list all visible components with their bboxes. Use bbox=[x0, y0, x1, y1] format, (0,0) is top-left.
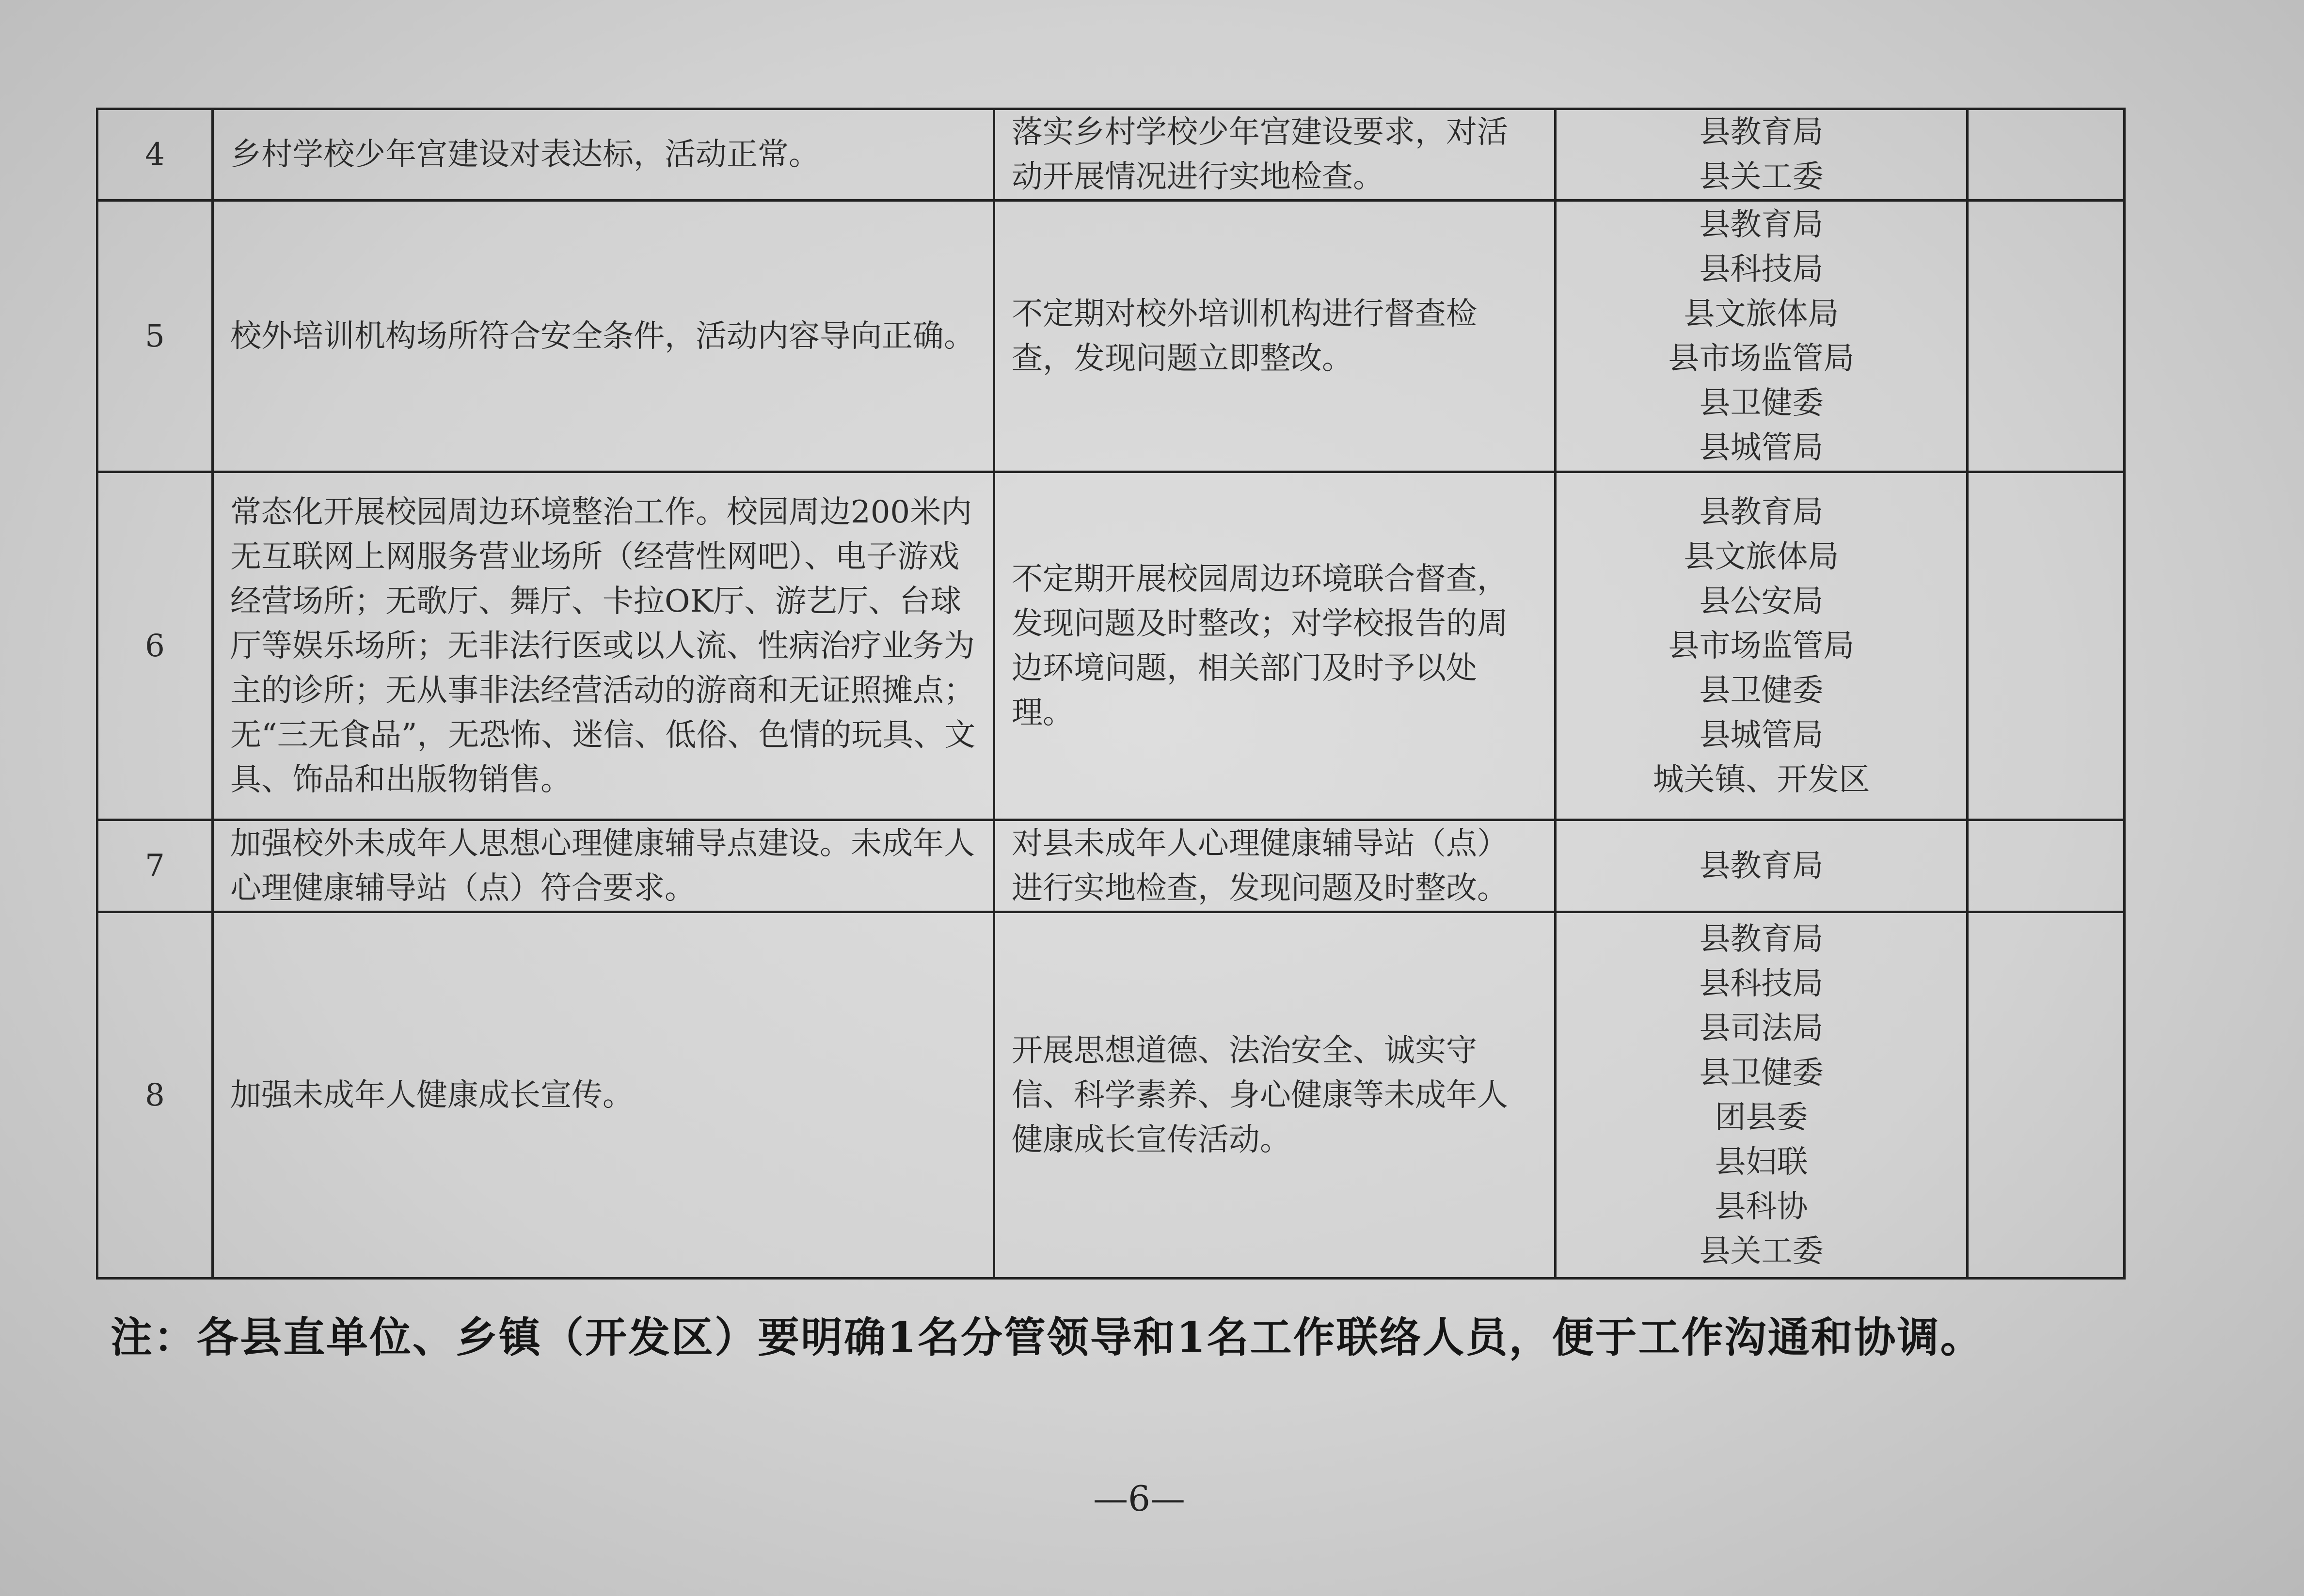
task-measure: 不定期对校外培训机构进行督查检查，发现问题立即整改。 bbox=[994, 201, 1556, 472]
table-row bbox=[97, 201, 2125, 472]
table-row bbox=[97, 109, 2125, 201]
agency: 县教育局 bbox=[1699, 494, 1824, 530]
task-measure: 开展思想道德、法治安全、诚实守信、科学素养、身心健康等未成年人健康成长宣传活动。 bbox=[994, 912, 1556, 1279]
task-item: 加强未成年人健康成长宣传。 bbox=[213, 912, 994, 1279]
agency: 县公安局 bbox=[1699, 583, 1824, 619]
agency: 县城管局 bbox=[1699, 717, 1824, 753]
agency: 县市场监管局 bbox=[1668, 340, 1855, 377]
task-table bbox=[96, 108, 2126, 1280]
row-number: 5 bbox=[97, 201, 213, 472]
task-item: 加强校外未成年人思想心理健康辅导点建设。未成年人心理健康辅导站（点）符合要求。 bbox=[213, 820, 994, 912]
row-number: 4 bbox=[97, 109, 213, 201]
task-item: 校外培训机构场所符合安全条件，活动内容导向正确。 bbox=[213, 201, 994, 472]
agency: 县文旅体局 bbox=[1684, 296, 1839, 332]
remarks-cell bbox=[1968, 912, 2125, 1279]
agency: 县司法局 bbox=[1699, 1010, 1824, 1046]
task-measure: 不定期开展校园周边环境联合督查，发现问题及时整改；对学校报告的周边环境问题，相关部门及时予以处理。 bbox=[994, 472, 1556, 820]
agency: 县教育局 bbox=[1699, 848, 1824, 884]
table-row bbox=[97, 912, 2125, 1279]
responsible-agencies bbox=[1556, 912, 1968, 1279]
agency: 县关工委 bbox=[1699, 159, 1824, 195]
remarks-cell bbox=[1968, 472, 2125, 820]
table-row bbox=[97, 820, 2125, 912]
remarks-cell bbox=[1968, 820, 2125, 912]
agency: 县科技局 bbox=[1699, 965, 1824, 1002]
agency: 县卫健委 bbox=[1699, 1055, 1824, 1091]
task-item: 常态化开展校园周边环境整治工作。校园周边200米内无互联网上网服务营业场所（经营性网吧）、电子游戏经营场所；无歌厅、舞厅、卡拉OK厅、游艺厅、台球厅等娱乐场所；无非法行医或以人流、性病治疗业务为主的诊所；无从事非法经营活动的游商和无证照摊点；无“三无食品”，无恐怖、迷信、低俗、色情的玩具、文具、饰品和出版物销售。 bbox=[213, 472, 994, 820]
agency: 县卫健委 bbox=[1699, 672, 1824, 709]
task-measure: 对县未成年人心理健康辅导站（点）进行实地检查，发现问题及时整改。 bbox=[994, 820, 1556, 912]
row-number: 8 bbox=[97, 912, 213, 1279]
remarks-cell bbox=[1968, 201, 2125, 472]
row-number: 7 bbox=[97, 820, 213, 912]
agency: 县卫健委 bbox=[1699, 385, 1824, 421]
agency: 县教育局 bbox=[1699, 921, 1824, 957]
agency: 县教育局 bbox=[1699, 114, 1824, 150]
agency: 团县委 bbox=[1715, 1099, 1808, 1136]
responsible-agencies bbox=[1556, 472, 1968, 820]
task-item: 乡村学校少年宫建设对表达标，活动正常。 bbox=[213, 109, 994, 201]
agency: 县城管局 bbox=[1699, 429, 1824, 466]
table-row bbox=[97, 472, 2125, 820]
agency: 县文旅体局 bbox=[1684, 538, 1839, 575]
agency: 县关工委 bbox=[1699, 1233, 1824, 1269]
agency: 县教育局 bbox=[1699, 206, 1824, 243]
row-number: 6 bbox=[97, 472, 213, 820]
agency: 县科协 bbox=[1715, 1188, 1808, 1225]
agency: 县科技局 bbox=[1699, 251, 1824, 287]
agency: 县市场监管局 bbox=[1668, 628, 1855, 664]
footnote: 注：各县直单位、乡镇（开发区）要明确1名分管领导和1名工作联络人员，便于工作沟通和协调。 bbox=[111, 1313, 1984, 1362]
agency: 县妇联 bbox=[1715, 1144, 1808, 1180]
responsible-agencies bbox=[1556, 201, 1968, 472]
agency: 城关镇、开发区 bbox=[1653, 761, 1870, 798]
remarks-cell bbox=[1968, 109, 2125, 201]
task-measure: 落实乡村学校少年宫建设要求，对活动开展情况进行实地检查。 bbox=[994, 109, 1556, 201]
responsible-agencies bbox=[1556, 820, 1968, 912]
page-number: —6— bbox=[1093, 1478, 1185, 1519]
responsible-agencies bbox=[1556, 109, 1968, 201]
